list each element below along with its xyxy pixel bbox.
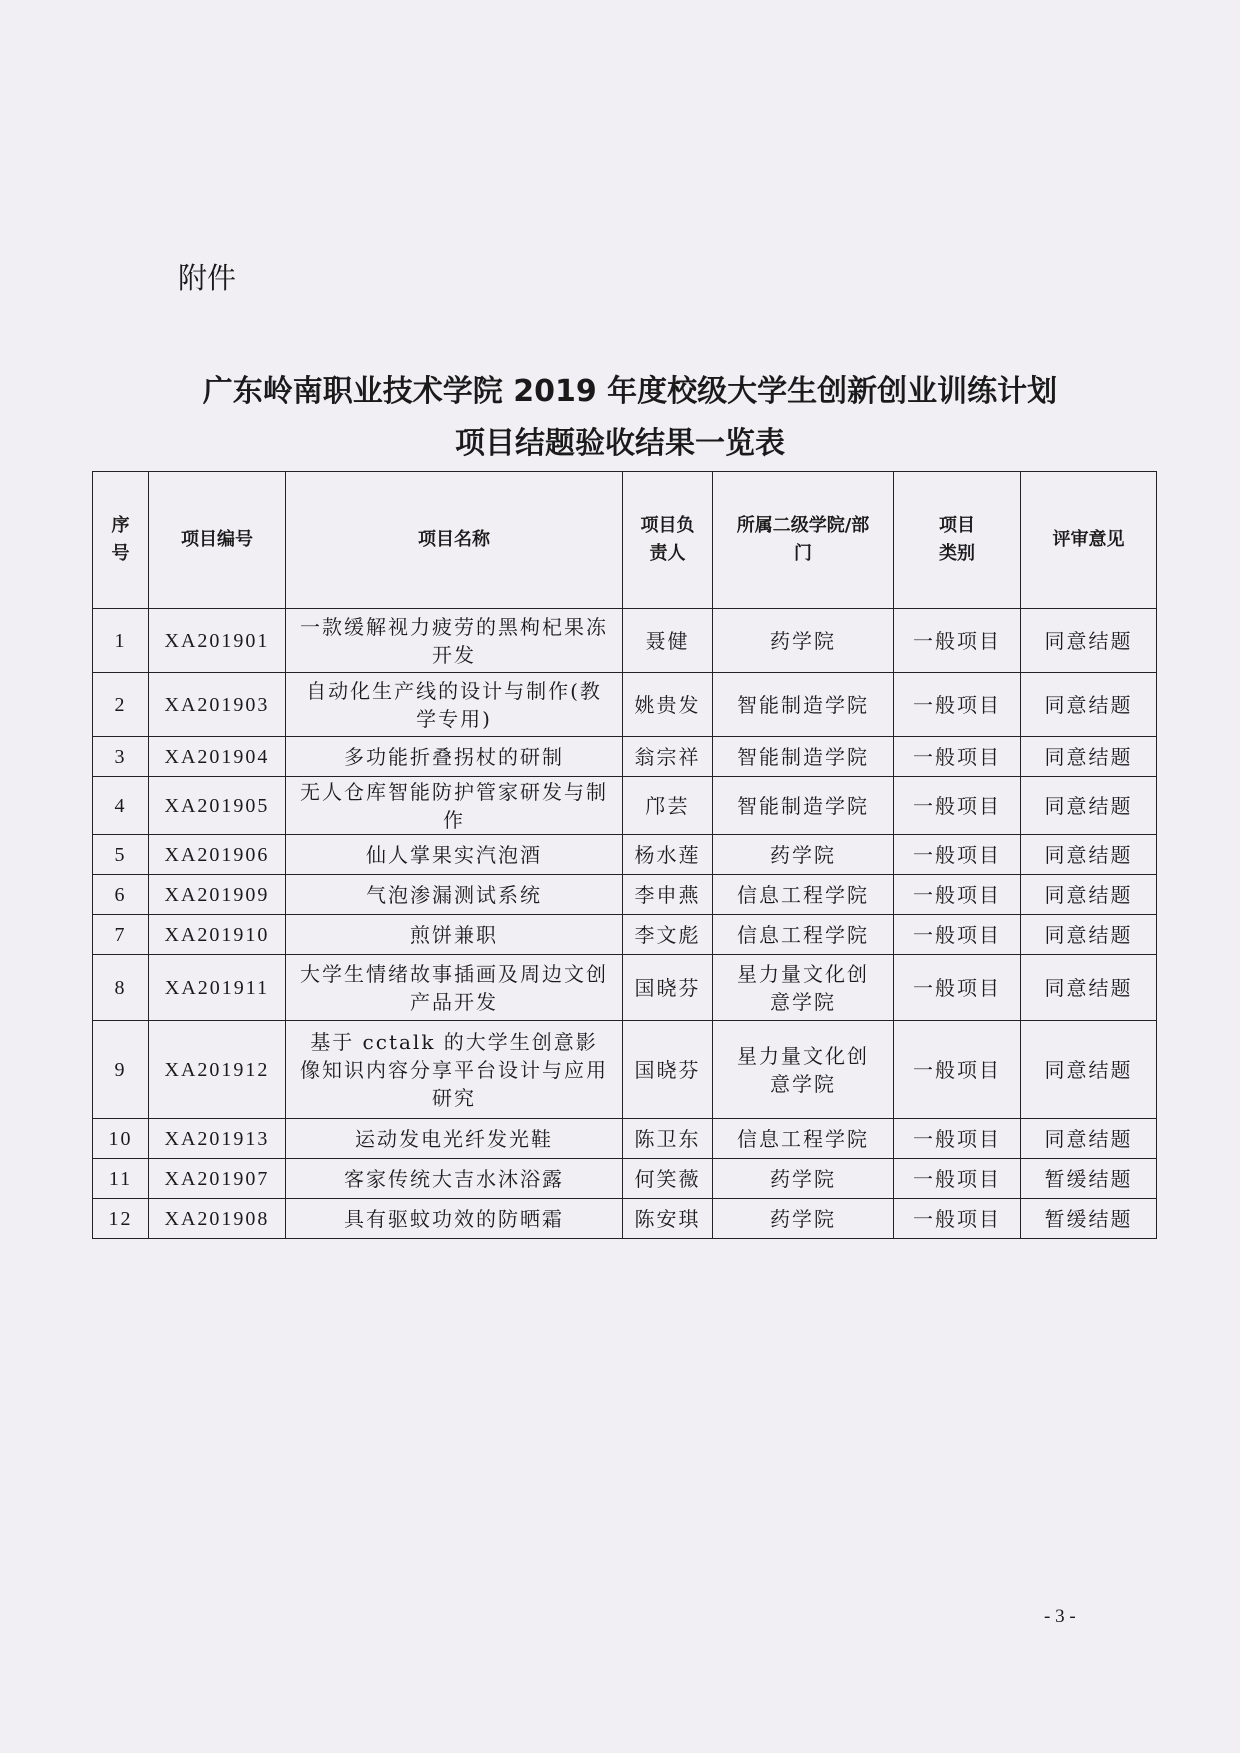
cell-project-name: 多功能折叠拐杖的研制	[286, 737, 623, 777]
cell-code: XA201909	[149, 875, 286, 915]
cell-category: 一般项目	[894, 777, 1021, 835]
cell-category: 一般项目	[894, 1119, 1021, 1159]
cell-code: XA201911	[149, 955, 286, 1021]
document-title-line2: 项目结题验收结果一览表	[455, 426, 785, 461]
cell-seq: 7	[93, 915, 149, 955]
cell-seq: 2	[93, 673, 149, 737]
cell-leader: 国晓芬	[623, 955, 713, 1021]
cell-department: 药学院	[713, 835, 894, 875]
cell-review: 同意结题	[1021, 609, 1157, 673]
cell-leader: 李申燕	[623, 875, 713, 915]
cell-category: 一般项目	[894, 875, 1021, 915]
table-row	[93, 673, 1157, 737]
cell-code: XA201905	[149, 777, 286, 835]
table-row	[93, 835, 1157, 875]
cell-leader: 国晓芬	[623, 1021, 713, 1119]
cell-review: 暂缓结题	[1021, 1199, 1157, 1239]
cell-department: 星力量文化创意学院	[713, 955, 894, 1021]
cell-code: XA201904	[149, 737, 286, 777]
cell-category: 一般项目	[894, 1021, 1021, 1119]
cell-department: 智能制造学院	[713, 737, 894, 777]
cell-code: XA201908	[149, 1199, 286, 1239]
cell-code: XA201901	[149, 609, 286, 673]
cell-review: 同意结题	[1021, 673, 1157, 737]
cell-project-name: 仙人掌果实汽泡酒	[286, 835, 623, 875]
cell-seq: 4	[93, 777, 149, 835]
table-row	[93, 875, 1157, 915]
cell-review: 暂缓结题	[1021, 1159, 1157, 1199]
table-row	[93, 1021, 1157, 1119]
cell-category: 一般项目	[894, 915, 1021, 955]
header-code: 项目编号	[149, 472, 286, 609]
cell-code: XA201903	[149, 673, 286, 737]
cell-review: 同意结题	[1021, 835, 1157, 875]
cell-leader: 何笑薇	[623, 1159, 713, 1199]
cell-project-name: 气泡渗漏测试系统	[286, 875, 623, 915]
cell-code: XA201910	[149, 915, 286, 955]
table-row	[93, 777, 1157, 835]
cell-leader: 姚贵发	[623, 673, 713, 737]
cell-leader: 翁宗祥	[623, 737, 713, 777]
cell-category: 一般项目	[894, 1199, 1021, 1239]
cell-department: 信息工程学院	[713, 915, 894, 955]
cell-leader: 陈安琪	[623, 1199, 713, 1239]
cell-project-name: 自动化生产线的设计与制作(教学专用)	[286, 673, 623, 737]
table-row	[93, 1119, 1157, 1159]
header-dept: 所属二级学院/部门	[713, 472, 894, 609]
cell-code: XA201913	[149, 1119, 286, 1159]
cell-leader: 聂健	[623, 609, 713, 673]
header-review: 评审意见	[1021, 472, 1157, 609]
cell-seq: 12	[93, 1199, 149, 1239]
cell-review: 同意结题	[1021, 955, 1157, 1021]
cell-review: 同意结题	[1021, 915, 1157, 955]
cell-department: 信息工程学院	[713, 875, 894, 915]
cell-project-name: 基于 cctalk 的大学生创意影像知识内容分享平台设计与应用研究	[286, 1021, 623, 1119]
table-row	[93, 1199, 1157, 1239]
cell-seq: 6	[93, 875, 149, 915]
cell-project-name: 客家传统大吉水沐浴露	[286, 1159, 623, 1199]
header-category: 项目类别	[894, 472, 1021, 609]
cell-department: 智能制造学院	[713, 777, 894, 835]
cell-category: 一般项目	[894, 673, 1021, 737]
results-table	[92, 471, 1157, 1239]
cell-department: 药学院	[713, 1199, 894, 1239]
cell-category: 一般项目	[894, 955, 1021, 1021]
cell-code: XA201907	[149, 1159, 286, 1199]
cell-review: 同意结题	[1021, 777, 1157, 835]
attachment-label: 附件	[178, 261, 237, 295]
cell-category: 一般项目	[894, 737, 1021, 777]
cell-department: 信息工程学院	[713, 1119, 894, 1159]
cell-seq: 5	[93, 835, 149, 875]
cell-department: 星力量文化创意学院	[713, 1021, 894, 1119]
cell-department: 药学院	[713, 1159, 894, 1199]
cell-project-name: 具有驱蚊功效的防晒霜	[286, 1199, 623, 1239]
header-name: 项目名称	[286, 472, 623, 609]
cell-leader: 邝芸	[623, 777, 713, 835]
document-title-line1: 广东岭南职业技术学院 2019 年度校级大学生创新创业训练计划	[202, 374, 1058, 409]
cell-project-name: 大学生情绪故事插画及周边文创产品开发	[286, 955, 623, 1021]
cell-review: 同意结题	[1021, 875, 1157, 915]
table-row	[93, 915, 1157, 955]
table-row	[93, 955, 1157, 1021]
table-row	[93, 609, 1157, 673]
cell-seq: 11	[93, 1159, 149, 1199]
cell-code: XA201906	[149, 835, 286, 875]
cell-code: XA201912	[149, 1021, 286, 1119]
cell-category: 一般项目	[894, 1159, 1021, 1199]
cell-category: 一般项目	[894, 609, 1021, 673]
cell-project-name: 运动发电光纤发光鞋	[286, 1119, 623, 1159]
table-row	[93, 737, 1157, 777]
cell-department: 药学院	[713, 609, 894, 673]
header-leader: 项目负责人	[623, 472, 713, 609]
cell-seq: 1	[93, 609, 149, 673]
table-row	[93, 1159, 1157, 1199]
cell-review: 同意结题	[1021, 1119, 1157, 1159]
cell-project-name: 一款缓解视力疲劳的黑枸杞果冻开发	[286, 609, 623, 673]
cell-leader: 杨水莲	[623, 835, 713, 875]
cell-seq: 3	[93, 737, 149, 777]
cell-leader: 李文彪	[623, 915, 713, 955]
page-number: - 3 -	[1044, 1606, 1076, 1627]
cell-department: 智能制造学院	[713, 673, 894, 737]
cell-seq: 9	[93, 1021, 149, 1119]
cell-seq: 10	[93, 1119, 149, 1159]
cell-review: 同意结题	[1021, 737, 1157, 777]
cell-seq: 8	[93, 955, 149, 1021]
header-seq: 序号	[93, 472, 149, 609]
cell-review: 同意结题	[1021, 1021, 1157, 1119]
table-header-row	[93, 472, 1157, 609]
cell-project-name: 无人仓库智能防护管家研发与制作	[286, 777, 623, 835]
cell-leader: 陈卫东	[623, 1119, 713, 1159]
cell-category: 一般项目	[894, 835, 1021, 875]
cell-project-name: 煎饼兼职	[286, 915, 623, 955]
